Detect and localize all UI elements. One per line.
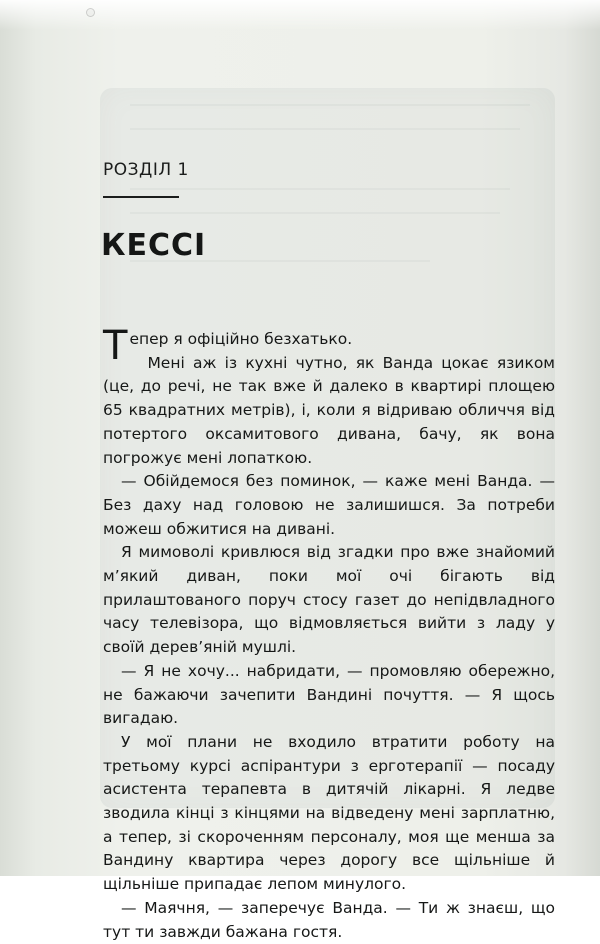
paragraph: У мої плани не входило втратити роботу на третьому курсі аспірантури з ерготерапії — посаду асистента терапевта в дитячій лікарні. Я ледве зводила кінці з кінцями на відведену мені зарплатню, а тепер, зі скороченням персоналу, моя ще менша за Вандину квартира через дорогу все щільніше й щільніше припадає лепом минулого. (103, 732, 555, 894)
chapter-body (103, 323, 555, 944)
paragraph-text: епер я офіційно безхатько. (129, 330, 353, 348)
paragraph (103, 323, 555, 369)
chapter-number: РОЗДІЛ 1 (103, 160, 189, 180)
paragraph: Я мимоволі кривлюся від згадки про вже знайомий м’який диван, поки мої очі бігають від прилаштованого поруч стосу газет до непідвладного часу телевізора, що відмовляється вийти з ладу у своїй дерев’яній мушлі. (103, 543, 555, 657)
page-corner-mark (86, 8, 95, 17)
show-through-line (130, 188, 510, 190)
drop-cap: Т (103, 323, 128, 369)
chapter-underline (103, 196, 179, 198)
paragraph: — Я не хочу... набридати, — промовляю обережно, не бажаючи зачепити Вандині почуття. — Я щось вигадаю. (103, 661, 555, 728)
show-through-line (130, 128, 520, 130)
paragraph: — Маячня, — заперечує Ванда. — Ти ж знаєш, що тут ти завжди бажана гостя. (103, 898, 555, 941)
paragraph: Мені аж із кухні чутно, як Ванда цокає язиком (це, до речі, не так вже й далеко в квартирі площею 65 квадратних метрів), і, коли я відриваю обличчя від потертого оксамитового дивана, бачу, як вона погрожує мені лопаткою. (103, 353, 555, 467)
show-through-line (130, 212, 500, 214)
chapter-title: КЕССІ (101, 228, 207, 263)
show-through-line (130, 104, 530, 106)
paragraph: — Обійдемося без поминок, — каже мені Ванда. — Без даху над головою не залишишся. За потреби можеш обжитися на дивані. (103, 472, 555, 538)
